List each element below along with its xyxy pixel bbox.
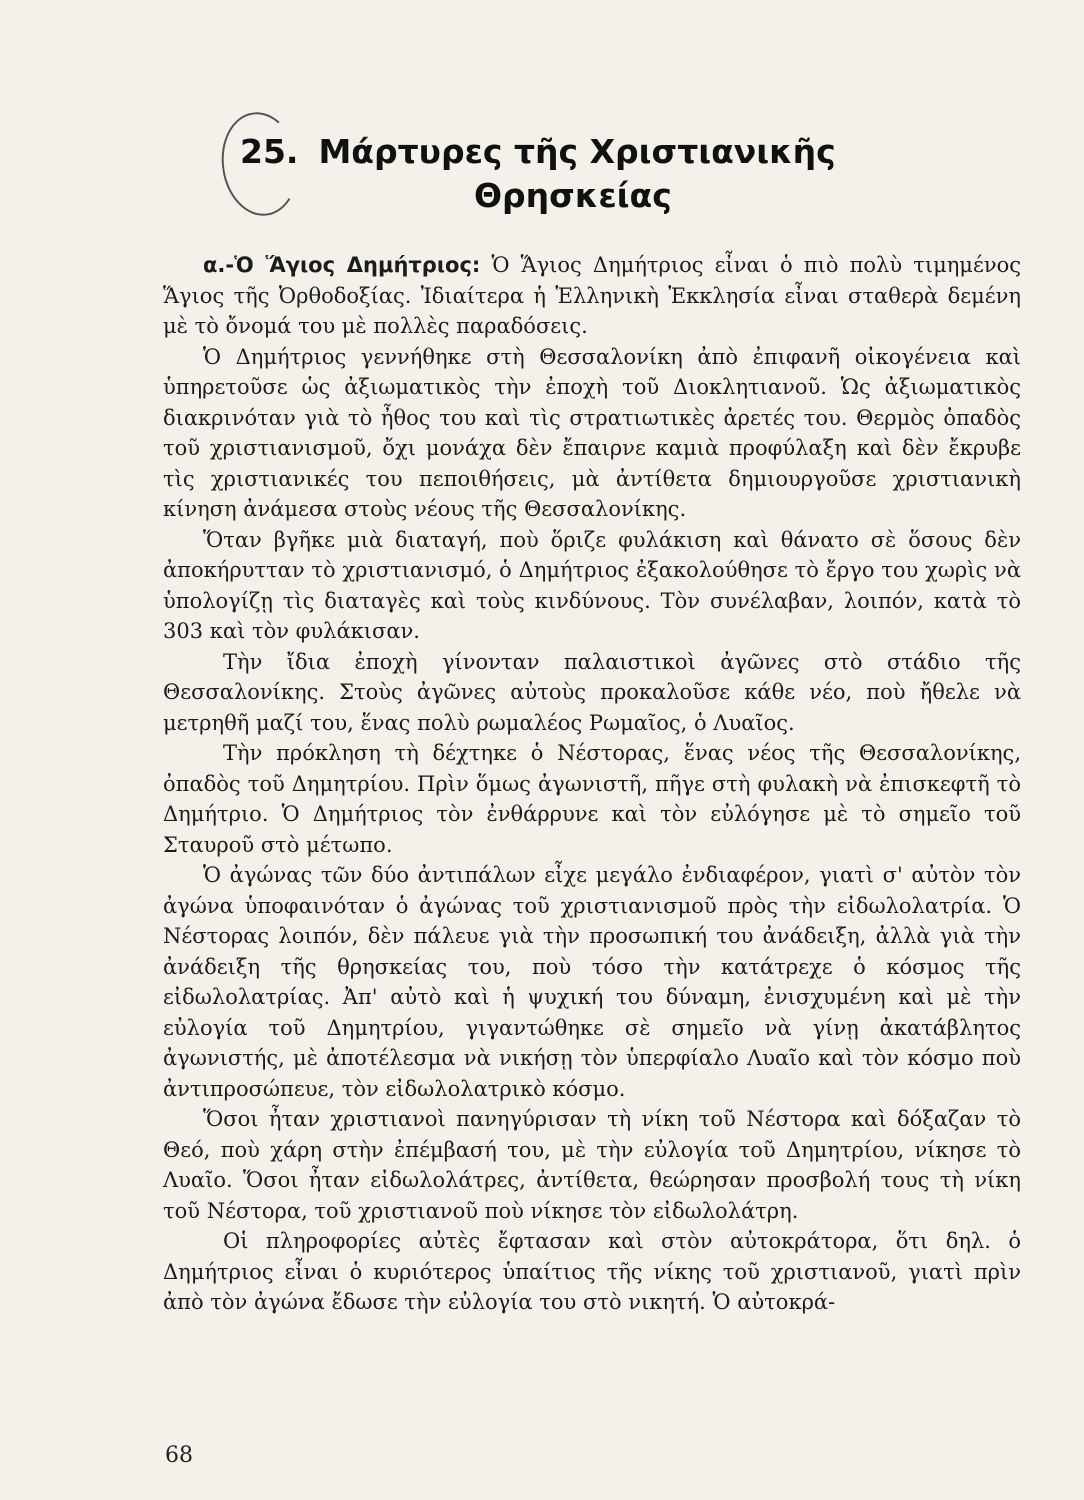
heading-text-1: Μάρτυρες τῆς Χριστιανικῆς	[318, 132, 836, 171]
heading-line-1	[240, 130, 1000, 174]
chapter-number: 25.	[240, 132, 299, 171]
paragraph-intro	[163, 250, 1021, 342]
page-number: 68	[165, 1443, 193, 1468]
chapter-heading	[240, 130, 1000, 218]
paragraph: Ὁ Δημήτριος γεννήθηκε στὴ Θεσσαλονίκη ἀπὸ ἐπιφανῆ οἰκογένεια καὶ ὑπηρετοῦσε ὡς ἀξιωματικὸς τὴν ἐποχὴ τοῦ Διοκλητιανοῦ. Ὡς ἀξιωματικὸς διακρινόταν γιὰ τὸ ἦθος του καὶ τὶς στρατιωτικὲς ἀρετές του. Θερμὸς ὀπαδὸς τοῦ χριστιανισμοῦ, ὄχι μονάχα δὲν ἔπαιρνε καμιὰ προφύλαξη καὶ δὲν ἔκρυβε τὶς χριστιανικές του πεποιθήσεις, μὰ ἀντίθετα δημιουργοῦσε χριστιανικὴ κίνηση ἀνάμεσα στοὺς νέους τῆς Θεσσαλονίκης.	[163, 344, 1021, 521]
paragraph: Ὅσοι ἦταν χριστιανοὶ πανηγύρισαν τὴ νίκη τοῦ Νέστορα καὶ δόξαζαν τὸ Θεό, ποὺ χάρη στὴν ἐπέμβασή του, μὲ τὴν εὐλογία τοῦ Δημητρίου, νίκησε τὸ Λυαῖο. Ὅσοι ἦταν εἰδωλολάτρες, ἀντίθετα, θεώρησαν προσβολή τους τὴ νίκη τοῦ Νέστορα, τοῦ χριστιανοῦ ποὺ νίκησε τὸν εἰδωλολάτρη.	[163, 1107, 1021, 1223]
body-text	[163, 250, 1021, 1318]
heading-line-2: Θρησκείας	[474, 176, 672, 215]
paragraph: Ὅταν βγῆκε μιὰ διαταγή, ποὺ ὅριζε φυλάκιση καὶ θάνατο σὲ ὅσους δὲν ἀποκήρυτταν τὸ χριστιανισμό, ὁ Δημήτριος ἐξακολούθησε τὸ ἔργο του χωρὶς νὰ ὑπολογίζῃ τὶς διαταγὲς καὶ τοὺς κινδύνους. Τὸν συνέλαβαν, λοιπόν, κατὰ τὸ 303 καὶ τὸν φυλάκισαν.	[163, 527, 1021, 643]
paragraph: Τὴν πρόκληση τὴ δέχτηκε ὁ Νέστορας, ἕνας νέος τῆς Θεσσαλονίκης, ὀπαδὸς τοῦ Δημητρίου. Πρὶν ὅμως ἀγωνιστῆ, πῆγε στὴ φυλακὴ νὰ ἐπισκεφτῆ τὸ Δημήτριο. Ὁ Δημήτριος τὸν ἐνθάρρυνε καὶ τὸν εὐλόγησε μὲ τὸ σημεῖο τοῦ Σταυροῦ στὸ μέτωπο.	[163, 741, 1021, 857]
subsection-label: α.-Ὁ Ἅγιος Δημήτριος:	[203, 253, 481, 277]
paragraph-text: Ὁ Ἅγιος Δημήτριος εἶναι ὁ πιὸ πολὺ τιμημένος Ἅγιος τῆς Ὀρθοδοξίας. Ἰδιαίτερα ἡ Ἑλληνικὴ Ἐκκλησία εἶναι σταθερὰ δεμένη μὲ τὸ ὄνομά του μὲ πολλὲς παραδόσεις.	[163, 253, 1022, 338]
paragraph: Τὴν ἴδια ἐποχὴ γίνονταν παλαιστικοὶ ἀγῶνες στὸ στάδιο τῆς Θεσσαλονίκης. Στοὺς ἀγῶνες αὐτοὺς προκαλοῦσε κάθε νέο, ποὺ ἤθελε νὰ μετρηθῆ μαζί του, ἕνας πολὺ ρωμαλέος Ρωμαῖος, ὁ Λυαῖος.	[163, 649, 1021, 735]
paragraph: Οἱ πληροφορίες αὐτὲς ἔφτασαν καὶ στὸν αὐτοκράτορα, ὅτι δηλ. ὁ Δημήτριος εἶναι ὁ κυριότερος ὑπαίτιος τῆς νίκης τοῦ χριστιανοῦ, γιατὶ πρὶν ἀπὸ τὸν ἀγώνα ἔδωσε τὴν εὐλογία του στὸ νικητή. Ὁ αὐτοκρά-	[163, 1229, 1021, 1314]
paragraph: Ὁ ἀγώνας τῶν δύο ἀντιπάλων εἶχε μεγάλο ἐνδιαφέρον, γιατὶ σ' αὐτὸν τὸν ἀγώνα ὑποφαινόταν ὁ ἀγώνας τοῦ χριστιανισμοῦ πρὸς τὴν εἰδωλολατρία. Ὁ Νέστορας λοιπόν, δὲν πάλευε γιὰ τὴν προσωπική του ἀνάδειξη, ἀλλὰ γιὰ τὴν ἀνάδειξη τῆς θρησκείας του, ποὺ τόσο τὴν κατάτρεχε ὁ κόσμος τῆς εἰδωλολατρίας. Ἀπ' αὐτὸ καὶ ἡ ψυχική του δύναμη, ἐνισχυμένη καὶ μὲ τὴν εὐλογία τοῦ Δημητρίου, γιγαντώθηκε σὲ σημεῖο νὰ γίνῃ ἀκατάβλητος ἀγωνιστής, μὲ ἀποτέλεσμα νὰ νικήσῃ τὸν ὑπερφίαλο Λυαῖο καὶ τὸν κόσμο ποὺ ἀντιπροσώπευε, τὸν εἰδωλολατρικὸ κόσμο.	[163, 863, 1021, 1101]
